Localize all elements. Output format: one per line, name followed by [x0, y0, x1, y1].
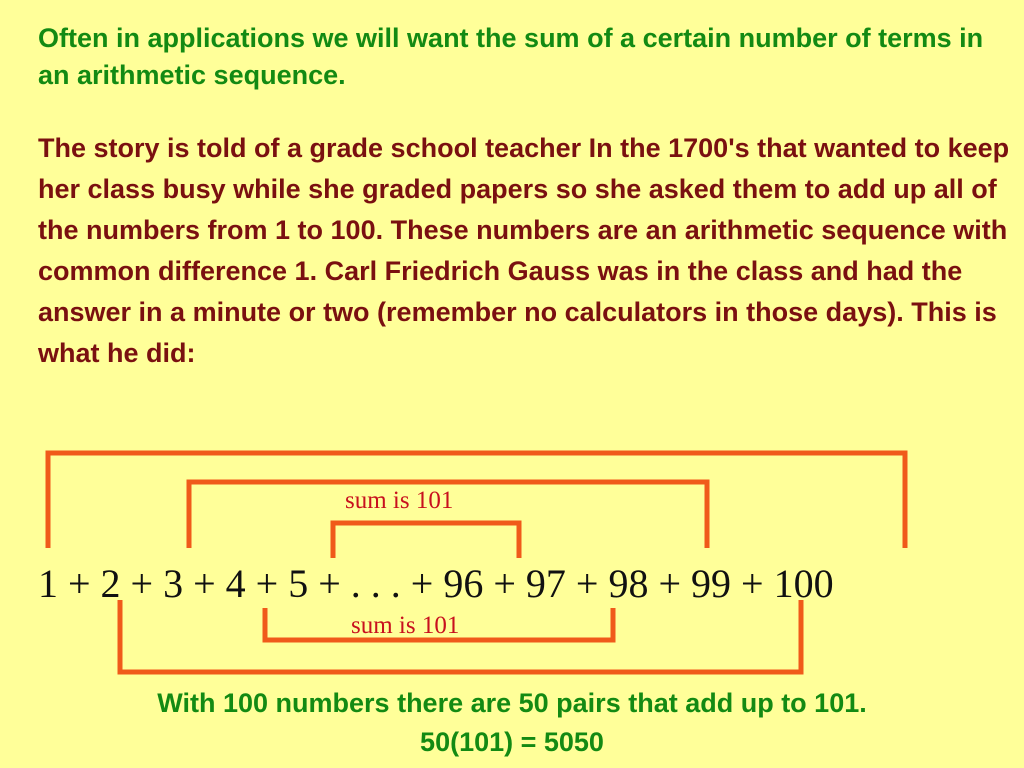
- sum-equation: 1 + 2 + 3 + 4 + 5 + . . . + 96 + 97 + 98 + 99 + 100: [38, 561, 834, 606]
- bracket-outer-top: [48, 453, 905, 548]
- conclusion: [0, 684, 1024, 762]
- sum-label-bottom: sum is 101: [351, 612, 460, 639]
- conclusion-line-1: With 100 numbers there are 50 pairs that add up to 101.: [157, 688, 867, 718]
- intro-text: Often in applications we will want the sum of a certain number of terms in an arithmetic sequence.: [38, 23, 984, 90]
- bracket-outer-bottom: [120, 600, 801, 672]
- sum-label-top: sum is 101: [345, 487, 454, 514]
- story-text: The story is told of a grade school teacher In the 1700's that wanted to keep her class busy while she graded papers so she asked them to add up all of the numbers from 1 to 100. These numbers are an arithmetic sequence with common difference 1. Carl Friedrich Gauss was in the class and had the answer in a minute or two (remember no calculators in those days). This is what he did:: [38, 133, 1010, 368]
- conclusion-line-2: 50(101) = 5050: [420, 727, 604, 757]
- bracket-inner-top: [333, 523, 519, 558]
